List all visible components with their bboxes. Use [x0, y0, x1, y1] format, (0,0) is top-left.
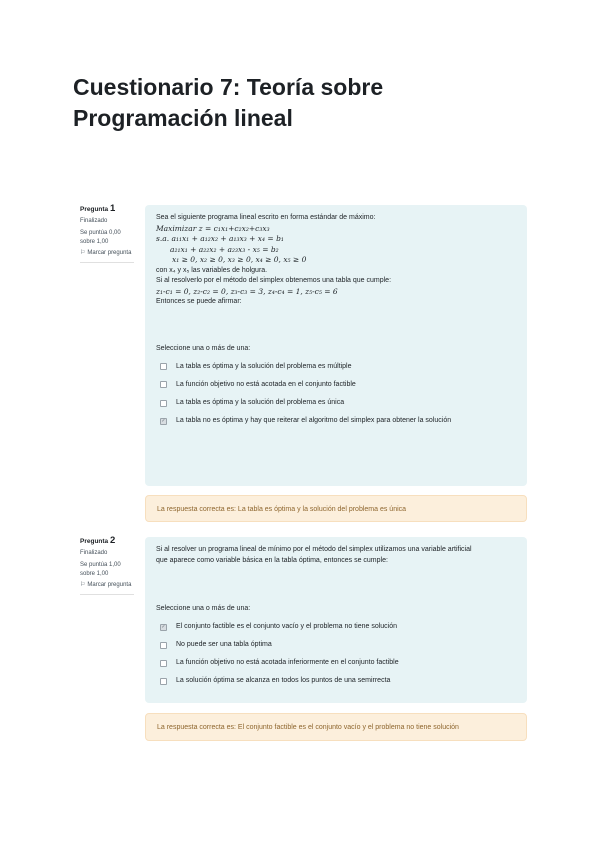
flag-question-link[interactable] — [80, 581, 134, 590]
answer-option[interactable] — [156, 416, 517, 427]
question-slack-note: con x₄ y x₅ las variables de holgura. — [156, 266, 268, 274]
answer-option[interactable] — [156, 658, 517, 669]
question-constraint-1: s.a. a₁₁x₁ + a₁₂x₂ + a₁₃x₃ + x₄ = b₁ — [156, 234, 284, 243]
checkmark-icon: ✓ — [161, 623, 166, 630]
checkmark-icon: ✓ — [161, 417, 166, 424]
checkbox[interactable] — [160, 678, 167, 685]
answer-prompt: Seleccione una o más de una: — [156, 605, 251, 612]
flag-question-link[interactable] — [80, 249, 134, 258]
checkbox[interactable] — [160, 381, 167, 388]
spacer — [156, 308, 517, 340]
answer-option[interactable] — [156, 622, 517, 633]
question-number — [80, 205, 134, 215]
question-grade: Se puntúa 1,00 sobre 1,00 — [80, 562, 121, 577]
question-text-line: Si al resolver un programa lineal de mínimo por el método del simplex utilizamos una variable artificial — [156, 546, 472, 553]
question-info — [80, 205, 134, 263]
answer-option[interactable] — [156, 380, 517, 391]
question-text-intro: Sea el siguiente programa lineal escrito en forma estándar de máximo: — [156, 214, 376, 221]
checkbox[interactable] — [160, 363, 167, 370]
flag-icon: ⚐ — [80, 250, 86, 256]
answer-option[interactable] — [156, 362, 517, 373]
checkbox[interactable] — [160, 642, 167, 649]
answer-option-label: La tabla es óptima y la solución del problema es única — [176, 398, 345, 406]
question-grade: Se puntúa 0,00 sobre 1,00 — [80, 230, 121, 245]
question-number-value: 2 — [109, 535, 116, 546]
flag-label: Marcar pregunta — [87, 250, 132, 256]
answer-option-label: La solución óptima se alcanza en todos los puntos de una semirrecta — [176, 677, 391, 685]
question-objective: Maximizar z = c₁x₁+c₂x₂+c₃x₃ — [156, 223, 270, 233]
flag-icon: ⚐ — [80, 582, 86, 588]
answer-prompt: Seleccione una o más de una: — [156, 344, 251, 352]
question-text-line: que aparece como variable básica en la tabla óptima, entonces se cumple: — [156, 556, 388, 564]
checkbox-checked[interactable] — [160, 418, 167, 425]
checkbox-checked[interactable] — [160, 624, 167, 631]
question-conditions: z₁-c₁ = 0, z₂-c₂ = 0, z₃-c₃ = 3, z₄-c₄ = 1, z₅-c₅ = 6 — [156, 286, 338, 296]
question-content — [145, 537, 527, 703]
correct-answer-feedback: La respuesta correcta es: El conjunto factible es el conjunto vacío y el problema no tiene solución — [145, 713, 527, 741]
question-content — [145, 205, 527, 486]
checkbox[interactable] — [160, 660, 167, 667]
question-label: Pregunta — [80, 538, 109, 545]
question-nonnegativity: x₁ ≥ 0, x₂ ≥ 0, x₃ ≥ 0, x₄ ≥ 0, x₅ ≥ 0 — [172, 255, 307, 264]
checkbox[interactable] — [160, 400, 167, 407]
question-number-value: 1 — [109, 203, 116, 214]
question-label: Pregunta — [80, 206, 109, 213]
answer-option-label: La tabla es óptima y la solución del problema es múltiple — [176, 362, 352, 370]
question-solve-note: Si al resolverlo por el método del simplex obtenemos una tabla que cumple: — [156, 277, 392, 284]
answer-option-label: El conjunto factible es el conjunto vacío y el problema no tiene solución — [176, 623, 398, 631]
page-title: Cuestionario 7: Teoría sobre Programación lineal — [73, 74, 384, 131]
question-constraint-2: a₂₁x₁ + a₂₂x₂ + a₂₃x₃ - x₅ = b₂ — [170, 244, 279, 254]
answer-option[interactable] — [156, 640, 517, 651]
question-ask: Entonces se puede afirmar: — [156, 298, 242, 305]
answer-option-label: La tabla no es óptima y hay que reiterar el algoritmo del simplex para obtener la solución — [176, 416, 452, 424]
question-number — [80, 537, 134, 547]
answer-option-label: La función objetivo no está acotada inferiormente en el conjunto factible — [176, 659, 399, 667]
spacer — [156, 566, 517, 600]
answer-option-label: No puede ser una tabla óptima — [176, 641, 272, 649]
answer-option[interactable] — [156, 398, 517, 409]
correct-answer-feedback: La respuesta correcta es: La tabla es óptima y la solución del problema es única — [145, 495, 527, 522]
flag-label: Marcar pregunta — [87, 582, 132, 588]
question-state: Finalizado — [80, 549, 108, 556]
answer-option[interactable] — [156, 676, 517, 687]
question-info — [80, 537, 134, 595]
question-state: Finalizado — [80, 217, 108, 224]
info-divider — [80, 262, 134, 263]
info-divider — [80, 594, 134, 595]
answer-option-label: La función objetivo no está acotada en el conjunto factible — [176, 380, 356, 388]
